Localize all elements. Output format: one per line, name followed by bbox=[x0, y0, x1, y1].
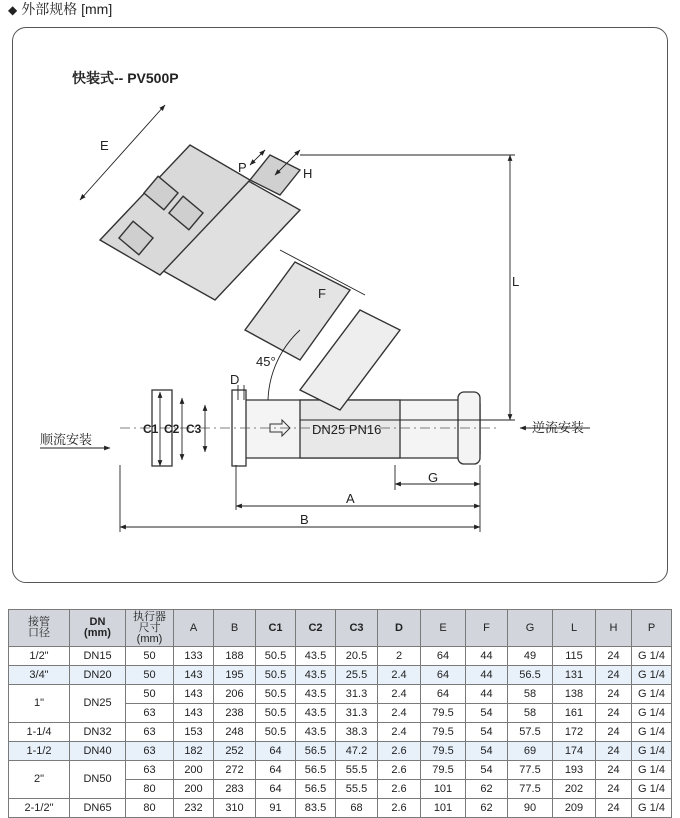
cell-G: 77.5 bbox=[508, 761, 553, 780]
table-row bbox=[9, 761, 672, 780]
cell-P: G 1/4 bbox=[632, 666, 672, 685]
cell-L: 202 bbox=[553, 780, 596, 799]
cell-dn: DN25 bbox=[70, 685, 126, 723]
cell-pipe: 1/2" bbox=[9, 647, 70, 666]
cell-C1: 64 bbox=[256, 742, 296, 761]
cell-pipe: 3/4" bbox=[9, 666, 70, 685]
cell-C3: 25.5 bbox=[336, 666, 378, 685]
cell-G: 69 bbox=[508, 742, 553, 761]
cell-E: 79.5 bbox=[421, 723, 466, 742]
cell-L: 115 bbox=[553, 647, 596, 666]
header-P: P bbox=[632, 610, 672, 647]
cell-C3: 47.2 bbox=[336, 742, 378, 761]
cell-A: 143 bbox=[174, 666, 214, 685]
cell-P: G 1/4 bbox=[632, 647, 672, 666]
dim-label-L: L bbox=[512, 274, 520, 289]
section-title: 外部规格 [mm] bbox=[21, 1, 113, 17]
cell-B: 188 bbox=[214, 647, 256, 666]
cell-H: 24 bbox=[596, 704, 632, 723]
cell-P: G 1/4 bbox=[632, 780, 672, 799]
cell-H: 24 bbox=[596, 666, 632, 685]
dim-label-angle: 45° bbox=[256, 354, 276, 369]
cell-F: 54 bbox=[466, 742, 508, 761]
header-act: 执行器 尺寸 (mm) bbox=[126, 610, 174, 647]
cell-pipe: 2-1/2" bbox=[9, 799, 70, 818]
cell-P: G 1/4 bbox=[632, 742, 672, 761]
cell-act: 63 bbox=[126, 761, 174, 780]
cell-C2: 43.5 bbox=[296, 647, 336, 666]
cell-F: 62 bbox=[466, 780, 508, 799]
cell-C2: 43.5 bbox=[296, 666, 336, 685]
cell-C1: 91 bbox=[256, 799, 296, 818]
header-D: D bbox=[378, 610, 421, 647]
cell-D: 2.6 bbox=[378, 761, 421, 780]
cell-E: 64 bbox=[421, 666, 466, 685]
cell-act: 80 bbox=[126, 780, 174, 799]
cell-P: G 1/4 bbox=[632, 761, 672, 780]
cell-F: 54 bbox=[466, 761, 508, 780]
cell-C2: 56.5 bbox=[296, 761, 336, 780]
cell-A: 182 bbox=[174, 742, 214, 761]
body-marking: DN25 PN16 bbox=[312, 422, 382, 437]
cell-C1: 50.5 bbox=[256, 666, 296, 685]
cell-D: 2.6 bbox=[378, 799, 421, 818]
cell-A: 153 bbox=[174, 723, 214, 742]
dim-label-G: G bbox=[428, 470, 439, 485]
cell-L: 172 bbox=[553, 723, 596, 742]
cell-F: 44 bbox=[466, 666, 508, 685]
cell-L: 193 bbox=[553, 761, 596, 780]
cell-act: 80 bbox=[126, 799, 174, 818]
header-E: E bbox=[421, 610, 466, 647]
cell-F: 62 bbox=[466, 799, 508, 818]
cell-A: 232 bbox=[174, 799, 214, 818]
dim-label-B: B bbox=[300, 512, 309, 527]
cell-L: 131 bbox=[553, 666, 596, 685]
cell-D: 2.4 bbox=[378, 685, 421, 704]
cell-G: 56.5 bbox=[508, 666, 553, 685]
cell-C2: 56.5 bbox=[296, 742, 336, 761]
cell-B: 272 bbox=[214, 761, 256, 780]
cell-G: 77.5 bbox=[508, 780, 553, 799]
cell-pipe: 2" bbox=[9, 761, 70, 799]
table-row bbox=[9, 742, 672, 761]
cell-dn: DN15 bbox=[70, 647, 126, 666]
cell-pipe: 1-1/2 bbox=[9, 742, 70, 761]
header-pipe: 接管 口径 bbox=[9, 610, 70, 647]
cell-F: 54 bbox=[466, 723, 508, 742]
cell-D: 2.4 bbox=[378, 704, 421, 723]
dim-label-P: P bbox=[238, 160, 247, 175]
cell-E: 64 bbox=[421, 685, 466, 704]
dim-label-D: D bbox=[230, 372, 240, 387]
cell-dn: DN32 bbox=[70, 723, 126, 742]
cell-act: 50 bbox=[126, 647, 174, 666]
cell-G: 90 bbox=[508, 799, 553, 818]
cell-act: 63 bbox=[126, 742, 174, 761]
dim-label-C2: C2 bbox=[164, 422, 180, 436]
cell-A: 133 bbox=[174, 647, 214, 666]
table-row bbox=[9, 666, 672, 685]
cell-H: 24 bbox=[596, 780, 632, 799]
cell-C1: 64 bbox=[256, 761, 296, 780]
cell-E: 64 bbox=[421, 647, 466, 666]
cell-H: 24 bbox=[596, 742, 632, 761]
cell-E: 79.5 bbox=[421, 704, 466, 723]
table-row bbox=[9, 647, 672, 666]
cell-B: 248 bbox=[214, 723, 256, 742]
cell-A: 143 bbox=[174, 685, 214, 704]
dim-label-E: E bbox=[100, 138, 109, 153]
cell-C3: 55.5 bbox=[336, 761, 378, 780]
cell-dn: DN50 bbox=[70, 761, 126, 799]
cell-P: G 1/4 bbox=[632, 704, 672, 723]
dim-label-C3: C3 bbox=[186, 422, 202, 436]
cell-act: 50 bbox=[126, 666, 174, 685]
table-row bbox=[9, 685, 672, 704]
cell-C3: 55.5 bbox=[336, 780, 378, 799]
cell-D: 2.4 bbox=[378, 666, 421, 685]
cell-C3: 68 bbox=[336, 799, 378, 818]
cell-B: 310 bbox=[214, 799, 256, 818]
cell-C1: 50.5 bbox=[256, 647, 296, 666]
cell-C1: 50.5 bbox=[256, 723, 296, 742]
dim-label-C1: C1 bbox=[143, 422, 159, 436]
header-B: B bbox=[214, 610, 256, 647]
dim-label-A: A bbox=[346, 491, 355, 506]
cell-C2: 43.5 bbox=[296, 704, 336, 723]
flow-left-label: 顺流安装 bbox=[40, 432, 93, 447]
cell-pipe: 1" bbox=[9, 685, 70, 723]
cell-G: 58 bbox=[508, 704, 553, 723]
cell-L: 161 bbox=[553, 704, 596, 723]
cell-C2: 43.5 bbox=[296, 685, 336, 704]
flow-right-label: 逆流安装 bbox=[532, 420, 585, 435]
cell-E: 101 bbox=[421, 799, 466, 818]
cell-E: 79.5 bbox=[421, 742, 466, 761]
header-H: H bbox=[596, 610, 632, 647]
cell-C2: 56.5 bbox=[296, 780, 336, 799]
cell-B: 252 bbox=[214, 742, 256, 761]
cell-dn: DN65 bbox=[70, 799, 126, 818]
table-row bbox=[9, 723, 672, 742]
dim-label-H: H bbox=[303, 166, 313, 181]
header-G: G bbox=[508, 610, 553, 647]
cell-A: 143 bbox=[174, 704, 214, 723]
header-C1: C1 bbox=[256, 610, 296, 647]
cell-A: 200 bbox=[174, 780, 214, 799]
cell-A: 200 bbox=[174, 761, 214, 780]
cell-H: 24 bbox=[596, 761, 632, 780]
cell-H: 24 bbox=[596, 647, 632, 666]
header-C3: C3 bbox=[336, 610, 378, 647]
cell-G: 58 bbox=[508, 685, 553, 704]
cell-C1: 50.5 bbox=[256, 685, 296, 704]
header-dn: DN (mm) bbox=[70, 610, 126, 647]
header-L: L bbox=[553, 610, 596, 647]
cell-E: 79.5 bbox=[421, 761, 466, 780]
actuator bbox=[100, 145, 400, 410]
spec-table bbox=[8, 609, 672, 818]
header-C2: C2 bbox=[296, 610, 336, 647]
cell-C2: 43.5 bbox=[296, 723, 336, 742]
cell-C3: 38.3 bbox=[336, 723, 378, 742]
table-row bbox=[9, 799, 672, 818]
cell-F: 54 bbox=[466, 704, 508, 723]
cell-H: 24 bbox=[596, 799, 632, 818]
diamond-bullet-icon: ◆ bbox=[8, 3, 18, 17]
cell-H: 24 bbox=[596, 685, 632, 704]
cell-C2: 83.5 bbox=[296, 799, 336, 818]
cell-F: 44 bbox=[466, 647, 508, 666]
cell-F: 44 bbox=[466, 685, 508, 704]
cell-P: G 1/4 bbox=[632, 723, 672, 742]
cell-P: G 1/4 bbox=[632, 799, 672, 818]
cell-B: 238 bbox=[214, 704, 256, 723]
cell-B: 195 bbox=[214, 666, 256, 685]
table-header-row bbox=[9, 610, 672, 647]
cell-D: 2.4 bbox=[378, 723, 421, 742]
cell-L: 138 bbox=[553, 685, 596, 704]
cell-D: 2.6 bbox=[378, 742, 421, 761]
cell-C1: 64 bbox=[256, 780, 296, 799]
cell-C3: 20.5 bbox=[336, 647, 378, 666]
cell-dn: DN20 bbox=[70, 666, 126, 685]
cell-C3: 31.3 bbox=[336, 704, 378, 723]
cell-L: 209 bbox=[553, 799, 596, 818]
cell-D: 2.6 bbox=[378, 780, 421, 799]
cell-G: 49 bbox=[508, 647, 553, 666]
cell-act: 50 bbox=[126, 685, 174, 704]
cell-L: 174 bbox=[553, 742, 596, 761]
cell-D: 2 bbox=[378, 647, 421, 666]
cell-G: 57.5 bbox=[508, 723, 553, 742]
cell-C3: 31.3 bbox=[336, 685, 378, 704]
cell-B: 283 bbox=[214, 780, 256, 799]
model-name: 快装式-- PV500P bbox=[72, 70, 179, 86]
cell-B: 206 bbox=[214, 685, 256, 704]
dim-label-F: F bbox=[318, 286, 326, 301]
cell-act: 63 bbox=[126, 723, 174, 742]
cell-C1: 50.5 bbox=[256, 704, 296, 723]
cell-P: G 1/4 bbox=[632, 685, 672, 704]
cell-act: 63 bbox=[126, 704, 174, 723]
cell-E: 101 bbox=[421, 780, 466, 799]
cell-H: 24 bbox=[596, 723, 632, 742]
header-A: A bbox=[174, 610, 214, 647]
cell-dn: DN40 bbox=[70, 742, 126, 761]
cell-pipe: 1-1/4 bbox=[9, 723, 70, 742]
header-F: F bbox=[466, 610, 508, 647]
